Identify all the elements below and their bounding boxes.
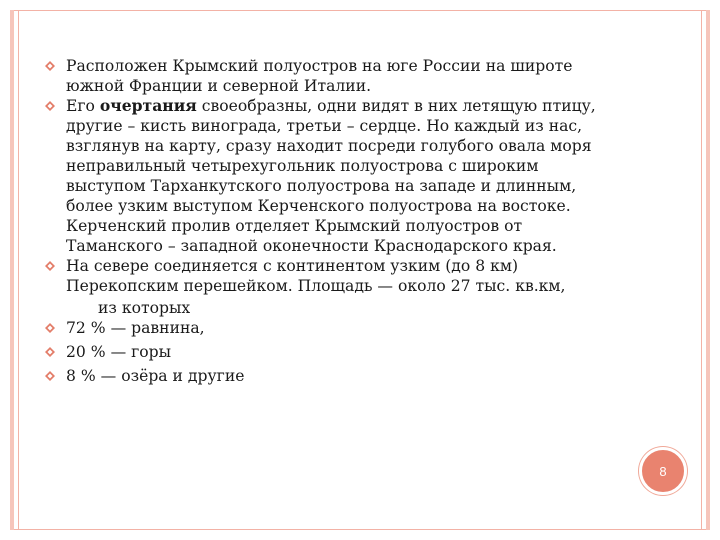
page-number: 8 — [659, 463, 667, 479]
text-line: неправильный четырехугольник полуострова с широким — [66, 157, 539, 175]
diamond-bullet-icon — [44, 260, 56, 272]
text-line: Таманского – западной оконечности Краснодарского края. — [66, 237, 557, 255]
text-suffix: своеобразны, одни видят в них летящую птицу, — [196, 97, 596, 115]
bullet-item-location — [38, 56, 678, 96]
bullet-item-shape — [38, 96, 678, 256]
text-line: другие – кисть винограда, третьи – сердце. Но каждый из нас, — [66, 117, 583, 135]
diamond-bullet-icon — [44, 346, 56, 358]
diamond-bullet-icon — [44, 370, 56, 382]
text-line: Керченский пролив отделяет Крымский полуостров от — [66, 217, 523, 235]
bullet-list-stats — [38, 318, 678, 386]
left-decor-bar — [10, 10, 14, 530]
diamond-bullet-icon — [44, 60, 56, 72]
diamond-bullet-icon — [44, 322, 56, 334]
text-line: 20 % — горы — [66, 343, 172, 361]
slide-content — [38, 56, 678, 386]
text-prefix: Его — [66, 97, 100, 115]
text-line: Перекопским перешейком. Площадь — около 27 тыс. кв.км, — [66, 277, 566, 295]
left-decor-line — [18, 10, 19, 530]
text-line: 8 % — озёра и другие — [66, 367, 245, 385]
text-line: взглянув на карту, сразу находит посреди голубого овала моря — [66, 137, 592, 155]
page-number-badge — [639, 447, 687, 495]
right-decor-line — [701, 10, 702, 530]
right-decor-bar — [706, 10, 710, 530]
bullet-item-area — [38, 256, 678, 296]
text-line-indented: из которых — [98, 299, 191, 317]
bullet-item-lakes — [38, 366, 678, 386]
text-line: более узким выступом Керченского полуострова на востоке. — [66, 197, 571, 215]
text-line: южной Франции и северной Италии. — [66, 77, 372, 95]
bullet-item-plain — [38, 318, 678, 338]
bullet-item-mountains — [38, 342, 678, 362]
bullet-list — [38, 56, 678, 296]
diamond-bullet-icon — [44, 100, 56, 112]
text-line: выступом Тарханкутского полуострова на западе и длинным, — [66, 177, 577, 195]
bold-term: очертания — [99, 96, 197, 115]
text-line: На севере соединяется с континентом узким (до 8 км) — [66, 257, 519, 275]
text-line: 72 % — равнина, — [66, 319, 205, 337]
text-line — [66, 96, 678, 116]
text-line: Расположен Крымский полуостров на юге России на широте — [66, 57, 573, 75]
